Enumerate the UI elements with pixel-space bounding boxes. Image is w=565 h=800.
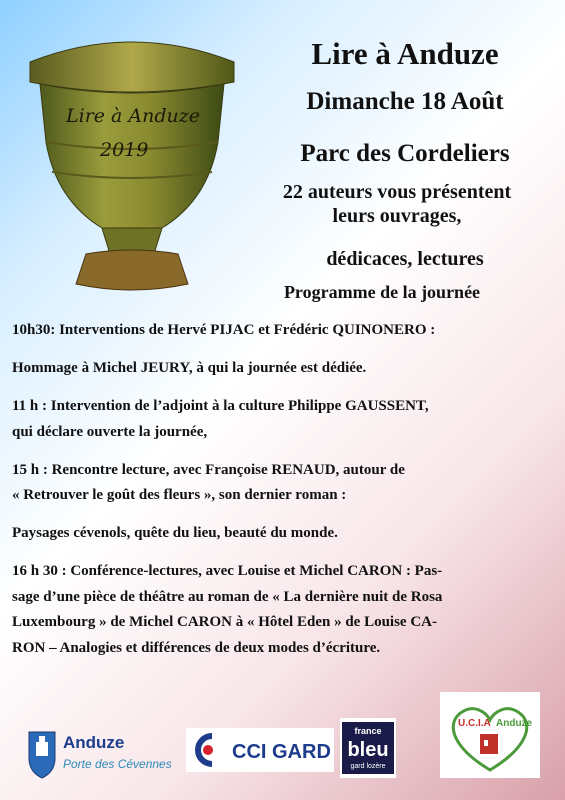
event-title: Lire à Anduze (311, 36, 499, 71)
programme-title: Programme de la journée (283, 282, 481, 302)
programme-item: Hommage à Michel JEURY, à qui la journée est dédiée. (12, 360, 367, 376)
cci-gard-logo (186, 728, 334, 772)
anduze-vase-image (12, 22, 252, 322)
authors-line-1: 22 auteurs vous présentent (282, 181, 512, 203)
event-place: Parc des Cordeliers (300, 140, 510, 167)
anduze-logo (25, 728, 180, 782)
programme-list (12, 318, 552, 674)
event-date: Dimanche 18 Août (306, 88, 504, 115)
programme-item: Luxembourg » de Michel CARON à « Hôtel Eden » de Louise CA- (12, 614, 437, 630)
authors-text (232, 180, 562, 228)
authors-line-2: leurs ouvrages, (332, 205, 462, 227)
france-bleu-logo (340, 718, 396, 778)
programme-item: « Retrouver le goût des fleurs », son dernier roman : (12, 487, 347, 503)
vase-inscription-2: 2019 (100, 139, 149, 161)
programme-item: 15 h : Rencontre lecture, avec Françoise RENAUD, autour de (12, 461, 405, 478)
ucia-anduze-label: Anduze (496, 718, 533, 729)
france-bleu-sub: gard lozère (350, 763, 386, 770)
programme-item: 16 h 30 : Conférence-lectures, avec Louise et Michel CARON : Pas- (12, 563, 443, 579)
activities-text: dédicaces, lectures (326, 248, 484, 270)
france-bleu-top: france (354, 726, 382, 736)
programme-item: Paysages cévenols, quête du lieu, beauté du monde. (12, 525, 338, 541)
programme-item: RON – Analogies et différences de deux modes d’écriture. (12, 639, 381, 656)
programme-item: sage d’une pièce de théâtre au roman de « La dernière nuit de Rosa (12, 588, 443, 605)
anduze-tagline: Porte des Cévennes (63, 757, 172, 771)
france-bleu-main: bleu (347, 739, 389, 761)
ucia-anduze-logo (440, 692, 540, 778)
vase-inscription-1: Lire à Anduze (66, 105, 201, 127)
programme-item: 10h30: Interventions de Hervé PIJAC et Frédéric QUINONERO : (12, 322, 436, 338)
ucia-label: U.C.I.A (458, 718, 491, 729)
tower-icon (480, 734, 498, 754)
programme-item: qui déclare ouverte la journée, (12, 423, 208, 440)
cci-label: CCI GARD (232, 741, 331, 763)
programme-item: 11 h : Intervention de l’adjoint à la culture Philippe GAUSSENT, (12, 398, 429, 414)
anduze-name: Anduze (63, 733, 125, 752)
